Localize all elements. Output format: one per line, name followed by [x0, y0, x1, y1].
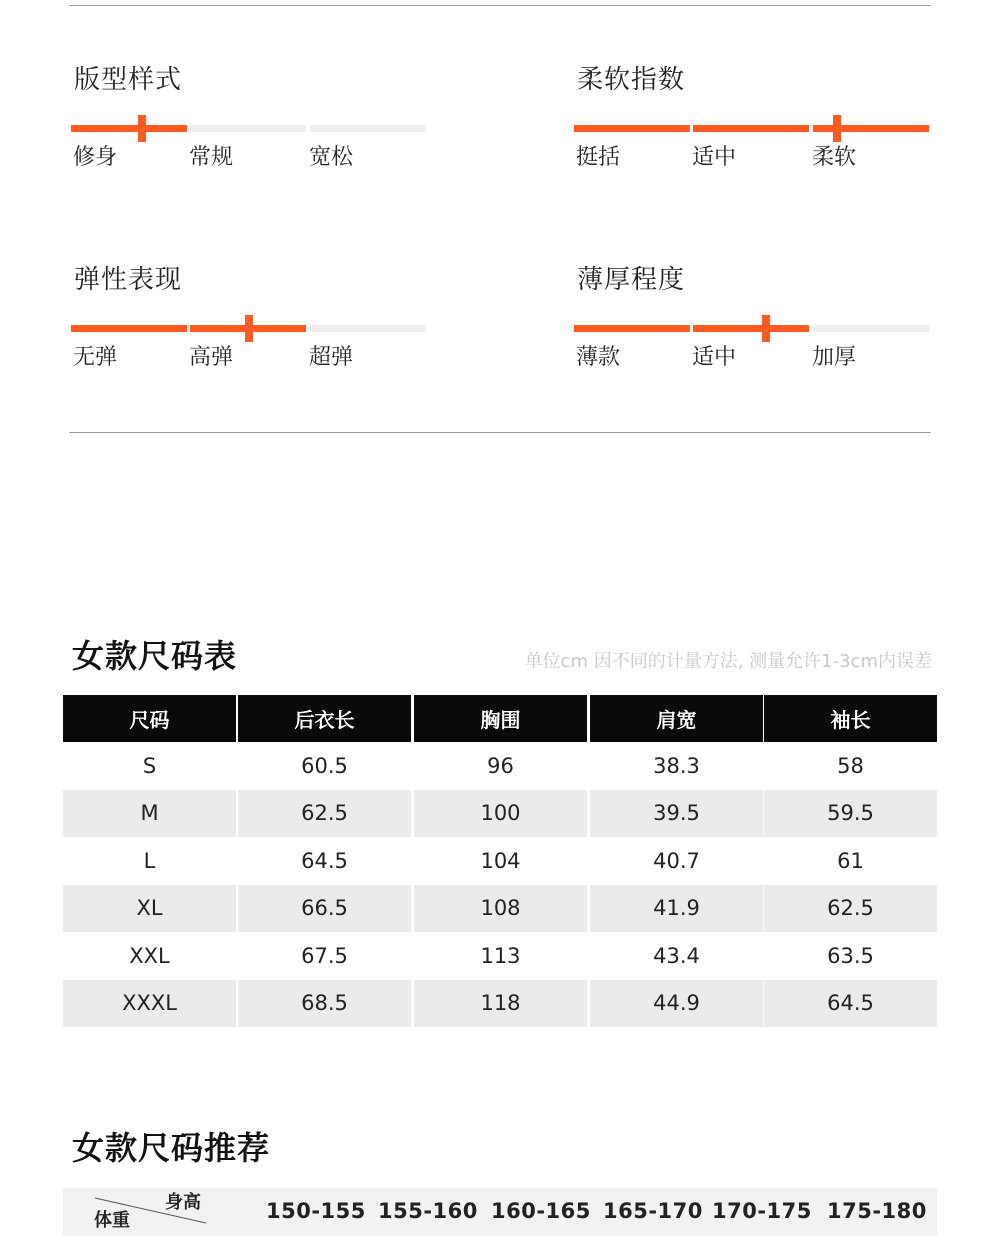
scale-segment [71, 125, 187, 132]
scale-segment [71, 325, 187, 332]
attribute-title: 柔软指数 [577, 65, 686, 95]
scale-label: 挺括 [576, 145, 621, 170]
table-cell: 44.9 [590, 980, 763, 1028]
scale-segment [813, 125, 929, 132]
table-cell: 63.5 [827, 943, 874, 968]
scale-marker [833, 115, 841, 142]
scale-segment [693, 325, 809, 332]
scale-label: 适中 [692, 345, 737, 370]
table-cell: L [143, 848, 156, 873]
table-row [63, 742, 937, 790]
table-cell: 113 [480, 943, 521, 968]
attribute-title: 版型样式 [74, 65, 183, 95]
height-range: 160-165 [491, 1199, 591, 1223]
table-row [63, 885, 937, 933]
table-cell: 67.5 [301, 943, 348, 968]
height-range: 150-155 [266, 1199, 366, 1223]
table-cell: XXXL [63, 980, 236, 1028]
table-cell: 64.5 [764, 980, 937, 1028]
table-row [63, 980, 937, 1028]
height-range: 165-170 [603, 1199, 703, 1223]
size-table [63, 695, 937, 1027]
scale-segment [310, 325, 426, 332]
scale-label: 薄款 [576, 345, 621, 370]
scale-segment [574, 125, 690, 132]
scale-segment [693, 125, 809, 132]
table-cell: 61 [837, 848, 864, 873]
size-table-body [63, 742, 937, 1027]
scale-label: 宽松 [309, 145, 354, 170]
table-cell: 100 [414, 790, 587, 838]
table-row [63, 837, 937, 885]
scale-label: 柔软 [812, 145, 857, 170]
attribute-title: 薄厚程度 [577, 265, 686, 295]
scale-marker [762, 315, 770, 342]
scale-label: 无弹 [73, 345, 118, 370]
scale-label: 超弹 [309, 345, 354, 370]
table-cell: 60.5 [301, 753, 348, 778]
table-cell: 66.5 [238, 885, 411, 933]
table-cell: 39.5 [590, 790, 763, 838]
recommend-header-row [63, 1188, 937, 1236]
top-divider [69, 5, 931, 6]
table-cell: 38.3 [653, 753, 700, 778]
size-recommend-title: 女款尺码推荐 [72, 1129, 271, 1167]
diagonal-divider [63, 1188, 236, 1236]
table-row [63, 790, 937, 838]
table-cell: 62.5 [764, 885, 937, 933]
attribute-title: 弹性表现 [74, 265, 183, 295]
table-row [63, 932, 937, 980]
header-size: 尺码 [63, 695, 236, 742]
table-cell: 59.5 [764, 790, 937, 838]
table-cell: 41.9 [590, 885, 763, 933]
scale-label: 高弹 [189, 345, 234, 370]
table-cell: XL [63, 885, 236, 933]
table-cell: XXL [129, 943, 170, 968]
header-chest: 胸围 [414, 695, 587, 742]
scale-label: 适中 [692, 145, 737, 170]
table-cell: M [63, 790, 236, 838]
corner-weight-label: 体重 [94, 1210, 130, 1231]
height-range: 170-175 [712, 1199, 812, 1223]
scale-marker [245, 315, 253, 342]
corner-cell [63, 1188, 236, 1236]
size-table-header [63, 695, 937, 742]
scale-label: 加厚 [812, 345, 857, 370]
scale-segment [574, 325, 690, 332]
measurement-note: 单位cm 因不同的计量方法, 测量允许1-3cm内误差 [524, 651, 932, 672]
height-range: 155-160 [378, 1199, 478, 1223]
table-cell: 40.7 [653, 848, 700, 873]
middle-divider [69, 432, 931, 433]
header-back-length: 后衣长 [238, 695, 411, 742]
table-cell: 64.5 [301, 848, 348, 873]
table-cell: 96 [487, 753, 514, 778]
table-cell: 104 [480, 848, 521, 873]
header-sleeve: 袖长 [764, 695, 937, 742]
scale-segment [813, 325, 929, 332]
scale-label: 常规 [189, 145, 234, 170]
table-cell: 118 [414, 980, 587, 1028]
height-range: 175-180 [827, 1199, 927, 1223]
table-cell: 108 [414, 885, 587, 933]
table-cell: S [142, 753, 157, 778]
scale-segment [310, 125, 426, 132]
table-cell: 68.5 [238, 980, 411, 1028]
scale-label: 修身 [73, 145, 118, 170]
table-cell: 62.5 [238, 790, 411, 838]
corner-height-label: 身高 [165, 1192, 201, 1213]
scale-marker [138, 115, 146, 142]
scale-segment [190, 125, 306, 132]
header-shoulder: 肩宽 [590, 695, 763, 742]
table-cell: 43.4 [653, 943, 700, 968]
size-chart-title: 女款尺码表 [72, 637, 238, 675]
table-cell: 58 [837, 753, 864, 778]
